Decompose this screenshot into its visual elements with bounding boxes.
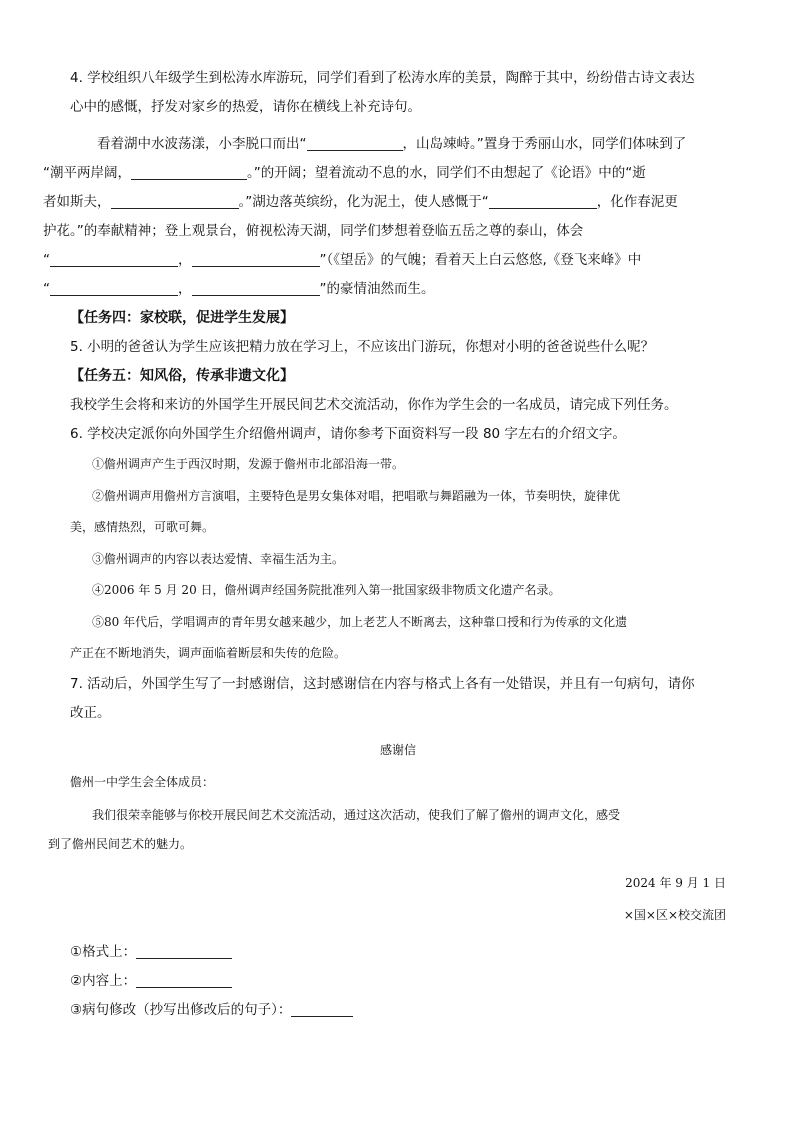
letter-title: 感谢信: [379, 742, 416, 757]
answer-blank[interactable]: [192, 252, 320, 267]
answer-blank[interactable]: [111, 194, 239, 209]
q7-line1: 7. 活动后，外国学生写了一封感谢信，这封感谢信在内容与格式上各有一处错误，并且有一句病句，请你: [70, 675, 695, 692]
q4-text: 护花。”的奉献精神；登上观景台，俯视松涛天湖，同学们梦想着登临五岳之尊的泰山，体会: [43, 223, 584, 239]
q4-text: ”（《望岳》的气魄；看着天上白云悠悠,《登飞来峰》中: [319, 252, 642, 268]
answer-format-label: ①格式上：: [70, 943, 137, 960]
q4-text: ，: [178, 252, 192, 268]
material-1: ①儋州调声产生于西汉时期，发源于儋州市北部沿海一带。: [92, 457, 405, 471]
q7-line2: 改正。: [70, 704, 111, 721]
material-3: ③儋州调声的内容以表达爱情、幸福生活为主。: [92, 551, 345, 566]
q4-text: 者如斯夫，: [43, 194, 111, 210]
answer-format: [70, 939, 726, 965]
q4-text: 。”的开阔；望着流动不息的水，同学们不由想起了《论语》中的“逝: [247, 165, 646, 181]
letter-signature: ×国×区×校交流团: [623, 907, 726, 922]
materials: [70, 449, 726, 670]
q4-passage: [43, 130, 726, 304]
material-2-cont: 美，感情热烈，可歌可舞。: [70, 520, 215, 534]
q6-text: 6. 学校决定派你向外国学生介绍儋州调声，请你参考下面资料写一段 80 字左右的介绍文字。: [70, 426, 626, 442]
material-5: ⑤80 年代后，学唱调声的青年男女越来越少，加上老艺人不断离去，这种靠口授和行为传承的文化遗: [92, 614, 628, 629]
q4-text: ，山岛竦峙。”置身于秀丽山水，同学们体味到了: [402, 136, 687, 152]
q4-text: “: [43, 252, 50, 268]
answer-blank[interactable]: [192, 281, 320, 296]
letter-date: 2024 年 9 月 1 日: [625, 875, 726, 890]
q4-text: ”的豪情油然而生。: [319, 281, 435, 297]
answer-blank[interactable]: [50, 252, 178, 267]
q4-text: “: [43, 281, 50, 297]
answer-blank[interactable]: [307, 136, 403, 151]
answer-content: [70, 968, 726, 994]
answer-content-label: ②内容上：: [70, 972, 137, 989]
answer-area: [70, 939, 726, 1023]
task5-heading: 【任务五：知风俗，传承非遗文化】: [70, 368, 294, 384]
letter-salutation: 儋州一中学生会全体成员：: [70, 774, 215, 789]
answer-sentence: [70, 997, 726, 1023]
q4-stem-line2: 心中的感慨，抒发对家乡的热爱，请你在横线上补充诗句。: [70, 99, 421, 115]
q5-text: 5. 小明的爸爸认为学生应该把精力放在学习上，不应该出门游玩，你想对小明的爸爸说些什么呢？: [70, 339, 655, 355]
q4-stem-line1: 4. 学校组织八年级学生到松涛水库游玩，同学们看到了松涛水库的美景，陶醉于其中，纷纷借古诗文表达: [70, 70, 695, 86]
material-4: ④2006 年 5 月 20 日，儋州调声经国务院批准列入第一批国家级非物质文化遗产名录。: [92, 583, 561, 597]
letter-body-line: 我们很荣幸能够与你校开展民间艺术交流活动，通过这次活动，使我们了解了儋州的调声文化，感受: [92, 807, 621, 822]
letter-body: [48, 801, 726, 859]
answer-blank[interactable]: [50, 281, 178, 296]
q4-text: 。”湖边落英缤纷，化为泥土，使人感慨于“: [238, 194, 489, 210]
task4-heading: 【任务四：家校联，促进学生发展】: [70, 310, 294, 326]
answer-blank[interactable]: [131, 165, 247, 180]
q4-text: ，: [178, 281, 192, 297]
answer-sentence-label: ③病句修改（抄写出修改后的句子）：: [70, 1001, 292, 1018]
answer-content-blank[interactable]: [136, 973, 232, 988]
exam-page: [43, 64, 726, 1023]
q4-text: “潮平两岸阔，: [43, 165, 131, 181]
answer-format-blank[interactable]: [136, 944, 232, 959]
letter-body-line: 到了儋州民间艺术的魅力。: [48, 836, 193, 851]
thank-you-letter: [48, 740, 726, 925]
material-2: ②儋州调声用儋州方言演唱，主要特色是男女集体对唱，把唱歌与舞蹈融为一体，节奏明快，旋律优: [92, 488, 621, 503]
answer-blank[interactable]: [489, 194, 597, 209]
task5-intro: 我校学生会将和来访的外国学生开展民间艺术交流活动，你作为学生会的一名成员，请完成下列任务。: [70, 397, 678, 413]
q4-text: ，化作春泥更: [596, 194, 678, 210]
q4-text: 看着湖中水波荡漾，小李脱口而出“: [97, 136, 307, 152]
material-5-cont: 产正在不断地消失，调声面临着断层和失传的危险。: [70, 646, 347, 660]
answer-sentence-blank[interactable]: [291, 1002, 353, 1017]
